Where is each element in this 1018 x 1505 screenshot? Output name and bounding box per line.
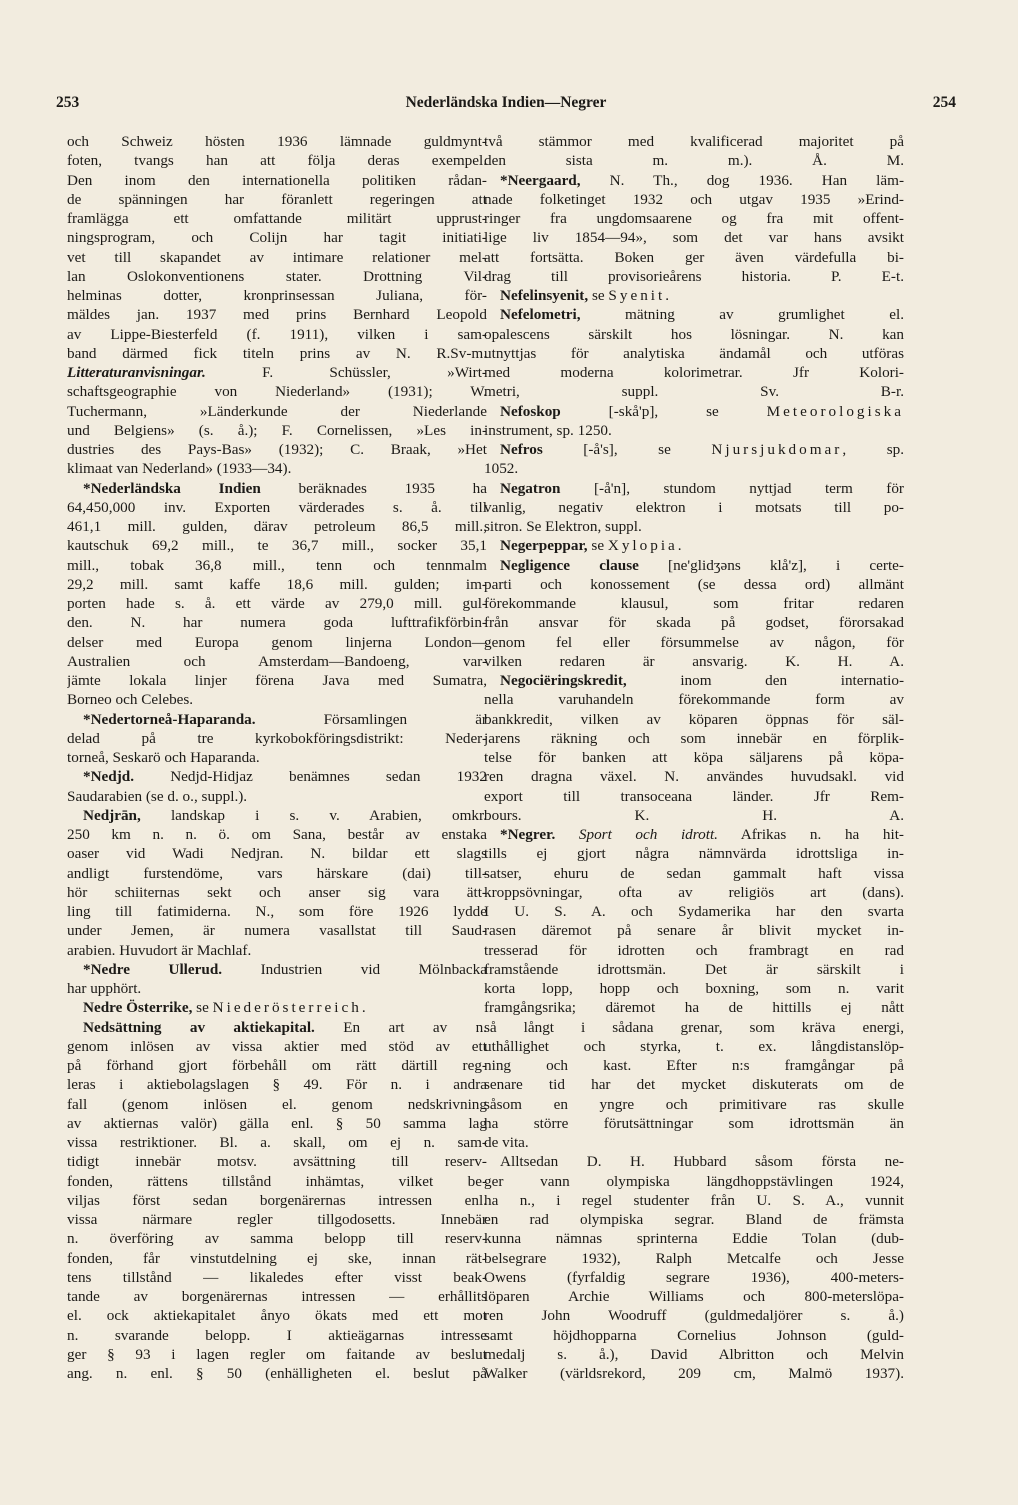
left_column-line: jämte lokala linjer förena Java med Sumatra, [67,672,487,689]
left_column-line: fonden, får vinstutdelning ej ske, innan rät- [67,1249,487,1267]
right_column-line: drag till provisorieårens historia. P. E-t. [484,267,904,285]
left_column-line: delad på tre kyrkobokföringsdistrikt: Neder- [67,729,487,747]
left_column-line: Saudarabien (se d. o., suppl.). [67,787,248,805]
left_column-line: schaftsgeographie von Niederland» (1931); W. [67,383,487,401]
right_column-line: opalescens särskilt hos lösningar. N. kan [484,325,904,343]
right_column-line: telse för banken att köpa säljarens på köpa- [484,749,904,766]
right_column-line: export till transoceana länder. Jfr Rem- [484,787,904,805]
right_column-line: senare tid har det mycket diskuterats om de [484,1076,904,1094]
right_column-line: nella varuhandeln förekommande form av [484,691,904,709]
headword: Nefelinsyenit, [500,287,589,304]
left_column-line: har upphört. [67,980,142,997]
right_column-line: Negatron [-å'n], stundom nyttjad term för [500,479,904,497]
left_column-line: torneå, Seskarö och Haparanda. [67,749,260,766]
left_column-line: 29,2 mill. samt kaffe 18,6 mill. gulden; im- [67,575,487,593]
left_column-line: helminas dotter, kronprinsessan Juliana, för- [67,287,487,304]
left_column-line: el. ock aktiekapitalet ånyo ökats med ett mot [67,1307,487,1325]
right_column-line: framgångsrika; däremot ha de hittills ej nått [484,999,904,1017]
left_column-line: dustries des Pays-Bas» (1932); C. Braak, »Het [67,441,487,458]
right_column-line: ringer fra ungdomsaarene og fra mit offent- [484,210,904,227]
right_column-line: från ansvar för skada på godset, förorsakad [484,614,904,632]
left_column-line: på förhand gjort förbehåll om rätt därtill reg- [67,1057,487,1074]
left_column-line: hör schiiternas sekt och anser sig vara ätt- [67,883,487,901]
left_column-line: den. N. har numera goda lufttrafikförbin- [67,614,487,632]
left_column-line: *Nedertorneå-Haparanda. Församlingen är [83,710,487,728]
right_column-line: satser, ehuru de sedan gammalt haft vissa [484,864,904,882]
right_column-line: ha n., i regel studenter från U. S. A., vunnit [484,1191,904,1209]
left_column-line: viljas först sedan borgenärernas intressen enl. [67,1191,487,1209]
left_column-line: Nedre Österrike, se Niederösterreich. [83,999,366,1017]
left_column-line: *Nedre Ullerud. Industrien vid Mölnbacka [83,960,487,978]
headword: Nedre Österrike, [83,999,193,1017]
right_column-line: med moderna kolorimetrar. Jfr Kolori- [484,364,904,381]
left_column-line: 64,450,000 inv. Exporten värderades s. å. till [67,498,487,516]
headword: Negligence clause [500,556,639,574]
running-title: Nederländska Indien—Negrer [405,94,607,111]
left_column-line: vet till skapandet av intimare relationer mel- [67,248,487,266]
headword: *Negrer. [500,826,556,843]
left_column-line: Nedsättning av aktiekapital. En art av n. [83,1018,487,1036]
right_column-line: vilken redaren är ansvarig. K. H. A. [484,652,904,670]
right_column-line: Negociëringskredit, inom den internatio- [500,672,904,689]
right_column-line: parti och konossement (se dessa ord) allmänt [484,575,904,593]
left_column-line: av Lippe-Biesterfeld (f. 1911), vilken i sam- [67,325,487,343]
left_column-line: oaser vid Wadi Nedjran. N. bildar ett slags [67,845,487,863]
left_column-line: under Jemen, är numera vasallstat till Saud- [67,922,487,940]
right_column-line: en rad olympiska segrar. Bland de främsta [484,1211,904,1228]
right_column-line: instrument, sp. 1250. [484,421,612,439]
right_column-line: förekommande klausul, som fritar redaren [484,595,904,612]
right_column-line: ha större förutsättningar som idrottsmän än [484,1114,904,1132]
right_column-line: att fortsätta. Boken ger även värdefulla bi- [484,248,904,266]
left-column [67,132,487,1383]
left_column-line: *Nederländska Indien beräknades 1935 ha [83,479,487,497]
headword: Nedsättning av aktiekapital. [83,1018,315,1036]
cross-reference: Meteorologiska [766,402,904,420]
page-number-left: 253 [56,94,80,111]
left_column-line: fall (genom inlösen el. genom nedskrivning [67,1095,487,1113]
headword: Nefelometri, [500,306,581,324]
left_column-line: delser med Europa genom linjerna London— [67,633,487,651]
right_column-line: löparen Archie Williams och 800-meterslöpa- [484,1288,904,1305]
left_column-line: n. överföring av samma belopp till reserv- [67,1230,487,1248]
left_column-line: Den inom den internationella politiken rådan- [67,171,487,189]
left_column-line: de spänningen har föranlett regeringen att [67,190,487,208]
left_column-line: av aktiernas valör) gälla enl. § 50 samma lag [67,1114,487,1132]
right_column-line: två stämmor med kvalificerad majoritet på [484,133,904,150]
right_column-line: så långt i sådana grenar, som kräva energi, [484,1018,904,1036]
left_column-line: vissa närmare regler tillgodosetts. Innebär [67,1211,487,1228]
right_column-line: samt höjdhopparna Cornelius Johnson (guld- [484,1326,904,1344]
left_column-line: 461,1 mill. gulden, därav petroleum 86,5 mill., [67,518,487,535]
left_column-line: tens tillstånd — likaledes efter visst beak- [67,1268,487,1286]
left_column-line: leras i aktiebolagslagen § 49. För n. i andra [67,1076,487,1094]
headword: Nedjrān, [83,806,141,824]
headword: *Neergaard, [500,171,581,189]
left_column-line: tidigt innebär motsv. avsättning till reserv- [67,1153,487,1171]
right_column-line: uthållighet och styrka, t. ex. långdistanslöp- [484,1037,904,1055]
right_column-line: jarens räkning och som innebär en förplik- [484,729,904,747]
right_column-line: belsegrare 1932), Ralph Metcalfe och Jesse [484,1249,904,1267]
page-number-right: 254 [932,94,956,111]
headword: Nefoskop [500,402,561,420]
right_column-line: de vita. [484,1134,529,1151]
left_column-line: n. svarande belopp. I aktieägarnas intresse [67,1326,487,1344]
right-column [484,132,904,1383]
right_column-line: Owens (fyrfaldig segrare 1936), 400-meters- [484,1268,904,1286]
headword: Negatron [500,479,561,497]
left_column-line: ger § 93 i lagen regler om faitande av beslut [67,1345,487,1363]
left_column-line: und Belgiens» (s. å.); F. Cornelissen, »Les in- [67,421,487,439]
cross-reference: Niederösterreich [212,999,362,1017]
right_column-line: genom fel eller försummelse av någon, för [484,633,904,651]
right_column-line: Nefros [-å's], se Njursjukdomar, sp. [500,441,904,458]
left_column-line: vissa restriktioner. Bl. a. skall, om ej n. sam- [67,1134,487,1151]
left_column-line: och Schweiz hösten 1936 lämnade guldmynt- [67,133,487,150]
right_column-line: Nefelometri, mätning av grumlighet el. [500,306,904,324]
left_column-line: mill., tobak 36,8 mill., tenn och tennmalm [67,556,487,574]
right_column-line: tresserad för idrotten och frambragt en rad [484,941,904,959]
left_column-line: foten, tvangs han att följa deras exempel. [67,152,487,170]
left_column-line: genom inlösen av vissa aktier med stöd av ett [67,1037,487,1055]
right_column-line: bankkredit, vilken av köparen öppnas för säl- [484,710,904,728]
right_column-line: nade folketinget 1932 och utgav 1935 »Erind- [484,190,904,208]
right_column-line: kunna nämnas sprinterna Eddie Tolan (dub- [484,1230,904,1248]
left_column-line: andligt furstendöme, vars härskare (dai) till- [67,864,487,882]
left_column-line: tande av borgenärernas intressen — erhållits [67,1288,487,1305]
right_column-line: *Negrer. Sport och idrott. Afrikas n. ha hit- [500,826,904,843]
headword: Negerpeppar, [500,537,588,555]
right_column-line: ren John Woodruff (guldmedaljörer s. å.) [484,1307,904,1325]
right_column-line: Nefelinsyenit, se Syenit. [500,287,670,304]
right_column-line: kroppsövningar, ofta av religiös art (dans). [484,883,904,901]
right_column-line: sitron. Se Elektron, suppl. [484,518,642,535]
right_column-line: Alltsedan D. H. Hubbard såsom första ne- [500,1153,904,1171]
headword: *Nedjd. [83,768,135,786]
cross-reference: Xylopia [607,537,678,555]
headword: Negociëringskredit, [500,672,627,689]
headword: *Nedertorneå-Haparanda. [83,710,256,728]
right_column-line: Negerpeppar, se Xylopia. [500,537,682,555]
left_column-line: *Nedjd. Nedjd-Hidjaz benämnes sedan 1932 [83,768,487,786]
right_column-line: I U. S. A. och Sydamerika har den svarta [484,903,904,920]
left_column-line: lan Oslokonventionens stater. Drottning Vil- [67,267,487,285]
right_column-line: Negligence clause [ne'glidʒəns klå'z], i certe- [500,556,904,574]
left_column-line: klimaat van Nederland» (1933—34). [67,460,292,478]
right_column-line: den sista m. m.). Å. M. [484,152,904,170]
right_column-line: tills ej gjort några nämnvärda idrottsliga in- [484,845,904,863]
left_column-line: Nedjrān, landskap i s. v. Arabien, omkr. [83,806,487,824]
left_column-line: arabien. Huvudort är Machlaf. [67,941,252,959]
left_column-line: ang. n. enl. § 50 (enhälligheten el. beslut på [67,1365,487,1382]
right_column-line: *Neergaard, N. Th., dog 1936. Han läm- [500,171,904,189]
page-header [56,94,956,118]
right_column-line: lige liv 1854—94», som det var hans avsikt [484,229,904,247]
headword: Litteraturanvisningar. [67,364,206,381]
left_column-line: Borneo och Celebes. [67,691,194,709]
headword: *Nederländska Indien [83,479,261,497]
left_column-line: framlägga ett omfattande militärt upprust- [67,210,487,227]
left_column-line: ling till fatimiderna. N., som före 1926 lydde [67,903,487,920]
right_column-line: ren dragna växel. N. användes huvudsakl. vid [484,768,904,786]
right_column-line: Walker (världsrekord, 209 cm, Malmö 1937). [484,1365,904,1382]
right_column-line: metri, suppl. Sv. B-r. [484,383,904,401]
right_column-line: rasen däremot på senare år blivit mycket in- [484,922,904,940]
right_column-line: 1052. [484,460,519,478]
left_column-line: Litteraturanvisningar. F. Schüssler, »Wirt- [67,364,487,381]
left_column-line: ningsprogram, och Colijn har tagit initiati- [67,229,487,247]
right_column-line: medalj s. å.), David Albritton och Melvin [484,1345,904,1363]
right_column-line: utnyttjas för analytiska ändamål och utföras [484,344,904,362]
headword: *Nedre Ullerud. [83,960,223,978]
right_column-line: såsom en yngre och primitivare ras skulle [484,1095,904,1113]
left_column-line: mäldes jan. 1937 med prins Bernhard Leopold [67,306,487,324]
left_column-line: fonden, rättens tillstånd inhämtas, vilket be- [67,1172,487,1190]
left_column-line: porten hade s. å. ett värde av 279,0 mill. gul- [67,595,487,612]
right_column-line: framstående idrottsmän. Det är särskilt i [484,960,904,978]
right_column-line: ger vann olympiska längdhoppstävlingen 1924, [484,1172,904,1190]
left_column-line: kautschuk 69,2 mill., te 36,7 mill., socker 35,1 [67,537,487,555]
right_column-line: vanlig, negativ elektron i motsats till po- [484,498,904,516]
right_column-line: bours. K. H. A. [484,806,904,824]
left_column-line: Australien och Amsterdam—Bandoeng, var- [67,652,487,670]
right_column-line: korta lopp, hopp och boxning, som n. varit [484,980,904,997]
right_column-line: Nefoskop [-skå'p], se Meteorologiska [500,402,904,420]
headword: Nefros [500,441,543,458]
left_column-line: 250 km n. n. ö. om Sana, består av enstaka [67,826,487,843]
left_column-line: Tuchermann, »Länderkunde der Niederlande [67,402,487,420]
cross-reference: Njursjukdomar [711,441,843,458]
left_column-line: band därmed fick titeln prins av N. R.Sv-m. [67,344,487,362]
right_column-line: ning och kast. Efter n:s framgångar på [484,1057,904,1074]
cross-reference: Syenit [608,287,666,304]
